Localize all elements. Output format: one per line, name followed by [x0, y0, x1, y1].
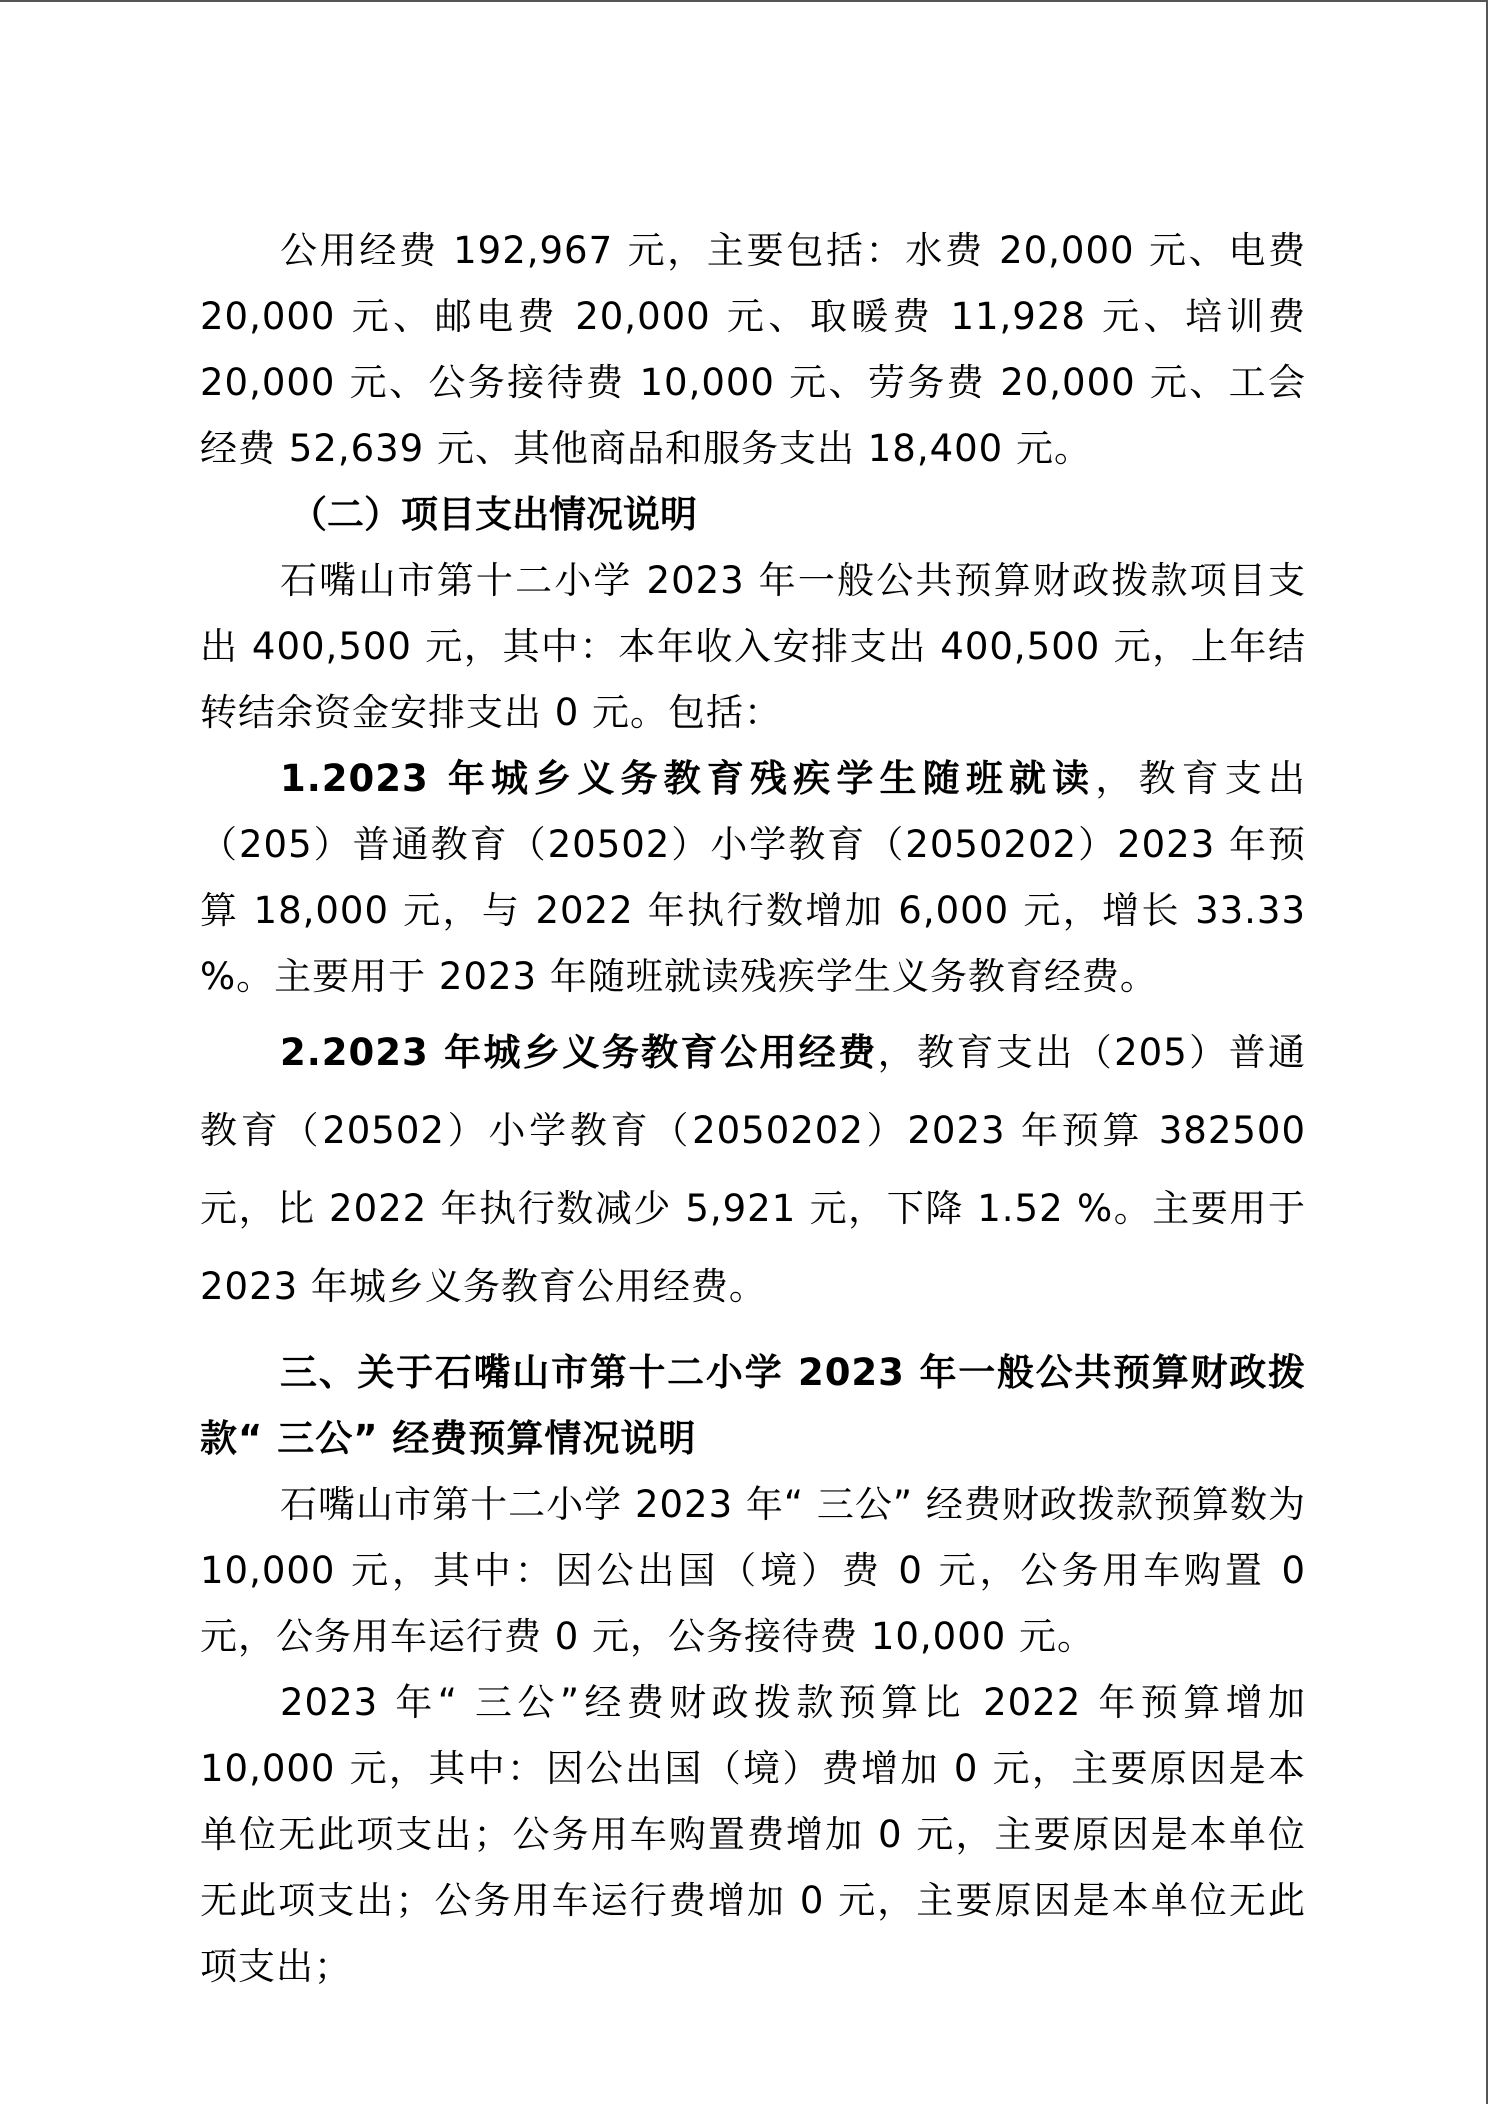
three-public-comparison-paragraph: 2023 年“ 三公”经费财政拨款预算比 2022 年预算增加 10,000 元，其中：因公出国（境）费增加 0 元，主要原因是本单位无此项支出；公务用车购置费增加 0 元，主要原因是本单位无此项支出；公务用车运行费增加 0 元，主要原因是本单位无此项支出； — [200, 1681, 1306, 1988]
project-expenditure-paragraph: 石嘴山市第十二小学 2023 年一般公共预算财政拨款项目支出 400,500 元，其中：本年收入安排支出 400,500 元，上年结转结余资金安排支出 0 元。包括： — [200, 559, 1306, 734]
item-2-title: 2.2023 年城乡义务教育公用经费 — [280, 1031, 878, 1074]
page-top-border — [0, 0, 1488, 2]
item-1-paragraph — [200, 746, 1306, 1010]
item-2-paragraph — [200, 1014, 1306, 1326]
document-page — [200, 218, 1306, 2000]
item-1-title: 1.2023 年城乡义务教育残疾学生随班就读 — [280, 757, 1096, 800]
item-2-body: ，教育支出（205）普通教育（20502）小学教育（2050202）2023 年预算 382500 元，比 2022 年执行数减少 5,921 元，下降 1.52 %。主要用于 2023 年城乡义务教育公用经费。 — [200, 1031, 1306, 1308]
spacer — [200, 1326, 1306, 1340]
project-expenditure-heading: （二）项目支出情况说明 — [290, 493, 697, 536]
three-public-budget-paragraph: 石嘴山市第十二小学 2023 年“ 三公” 经费财政拨款预算数为 10,000 元，其中：因公出国（境）费 0 元，公务用车购置 0 元，公务用车运行费 0 元，公务接待费 10,000 元。 — [200, 1483, 1306, 1658]
public-expense-paragraph: 公用经费 192,967 元，主要包括：水费 20,000 元、电费 20,000 元、邮电费 20,000 元、取暖费 11,928 元、培训费 20,000 元、公务接待费 10,000 元、劳务费 20,000 元、工会经费 52,639 元、其他商品和服务支出 18,400 元。 — [200, 229, 1306, 470]
three-public-expenses-heading: 三、关于石嘴山市第十二小学 2023 年一般公共预算财政拨款“ 三公” 经费预算情况说明 — [200, 1351, 1306, 1460]
item-1-body: ，教育支出（205）普通教育（20502）小学教育（2050202）2023 年预算 18,000 元，与 2022 年执行数增加 6,000 元，增长 33.33 %。主要用于 2023 年随班就读残疾学生义务教育经费。 — [200, 757, 1306, 998]
